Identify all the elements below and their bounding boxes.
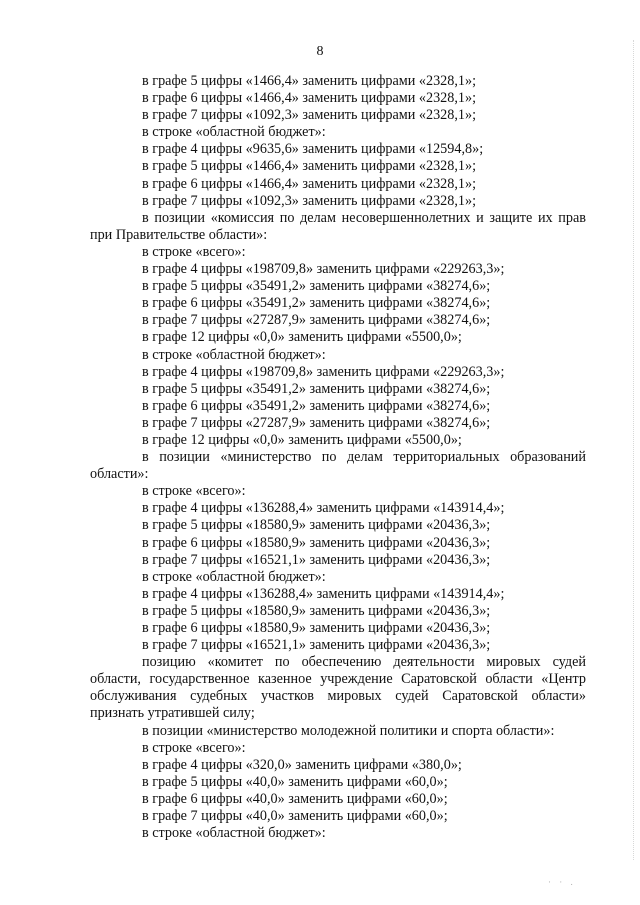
text-line: в графе 6 цифры «18580,9» заменить цифрами «20436,3»; — [142, 534, 491, 551]
text-line: в графе 5 цифры «1466,4» заменить цифрами «2328,1»; — [142, 73, 477, 89]
text-line: в графе 7 цифры «16521,1» заменить цифрами «20436,3»; — [142, 637, 491, 654]
text-line: при Правительстве области»: — [90, 226, 268, 243]
text-line: в графе 4 цифры «9635,6» заменить цифрами «12594,8»; — [142, 141, 484, 158]
text-line: в позиции «комиссия по делам несовершеннолетних и защите их прав — [142, 209, 586, 226]
text-line: в графе 5 цифры «18580,9» заменить цифрами «20436,3»; — [142, 602, 491, 619]
text-line: в графе 5 цифры «18580,9» заменить цифрами «20436,3»; — [142, 517, 491, 534]
text-line: в графе 7 цифры «40,0» заменить цифрами «60,0»; — [142, 808, 448, 825]
text-line: в графе 7 цифры «27287,9» заменить цифрами «38274,6»; — [142, 312, 491, 329]
text-line: в графе 6 цифры «1466,4» заменить цифрами «2328,1»; — [142, 90, 477, 107]
text-line: в строке «областной бюджет»: — [142, 124, 326, 141]
text-line: в позиции «министерство молодежной политики и спорта области»: — [142, 722, 555, 739]
text-line: в графе 6 цифры «1466,4» заменить цифрами «2328,1»; — [142, 175, 477, 192]
text-line: в графе 7 цифры «1092,3» заменить цифрами «2328,1»; — [142, 192, 477, 209]
text-line: в строке «всего»: — [142, 483, 246, 500]
text-line: в строке «областной бюджет»: — [142, 568, 326, 585]
amendment-text — [90, 73, 586, 842]
text-line: в графе 12 цифры «0,0» заменить цифрами «5500,0»; — [142, 431, 462, 448]
page-number: 8 — [316, 44, 324, 59]
text-line: области, государственное казенное учреждение Саратовской области «Центр — [90, 671, 586, 688]
text-line: в графе 4 цифры «136288,4» заменить цифрами «143914,4»; — [142, 500, 505, 517]
text-line: признать утратившей силу; — [90, 705, 255, 722]
text-line: позицию «комитет по обеспечению деятельности мировых судей — [142, 654, 586, 671]
text-line: в графе 5 цифры «35491,2» заменить цифрами «38274,6»; — [142, 380, 491, 397]
text-line: в графе 4 цифры «198709,8» заменить цифрами «229263,3»; — [142, 261, 505, 278]
text-line: обслуживания судебных участков мировых судей Саратовской области» — [90, 688, 586, 705]
text-line: в графе 5 цифры «1466,4» заменить цифрами «2328,1»; — [142, 158, 477, 175]
text-line: в позиции «министерство по делам территориальных образований — [142, 449, 586, 466]
text-line: в графе 4 цифры «320,0» заменить цифрами «380,0»; — [142, 756, 462, 773]
text-line: в графе 6 цифры «35491,2» заменить цифрами «38274,6»; — [142, 295, 491, 312]
text-line: в графе 5 цифры «35491,2» заменить цифрами «38274,6»; — [142, 278, 491, 295]
text-line: в графе 7 цифры «16521,1» заменить цифрами «20436,3»; — [142, 551, 491, 568]
text-line: в графе 6 цифры «40,0» заменить цифрами «60,0»; — [142, 790, 448, 807]
text-line: в строке «всего»: — [142, 739, 246, 756]
text-line: в строке «всего»: — [142, 243, 246, 260]
text-line: в графе 4 цифры «198709,8» заменить цифрами «229263,3»; — [142, 363, 505, 380]
text-line: области»: — [90, 466, 149, 483]
text-line: в графе 7 цифры «1092,3» заменить цифрами «2328,1»; — [142, 107, 477, 124]
text-line: в графе 6 цифры «18580,9» заменить цифрами «20436,3»; — [142, 620, 491, 636]
text-line: в графе 12 цифры «0,0» заменить цифрами «5500,0»; — [142, 329, 462, 346]
text-line: в строке «областной бюджет»: — [142, 825, 326, 842]
text-line: в графе 6 цифры «35491,2» заменить цифрами «38274,6»; — [142, 397, 491, 414]
text-line: в графе 4 цифры «136288,4» заменить цифрами «143914,4»; — [142, 585, 505, 602]
text-line: в графе 7 цифры «27287,9» заменить цифрами «38274,6»; — [142, 414, 491, 431]
scan-speck: · · . — [548, 877, 576, 887]
text-line: в графе 5 цифры «40,0» заменить цифрами «60,0»; — [142, 773, 448, 790]
scan-edge-marks — [629, 40, 634, 860]
text-line: в строке «областной бюджет»: — [142, 346, 326, 363]
